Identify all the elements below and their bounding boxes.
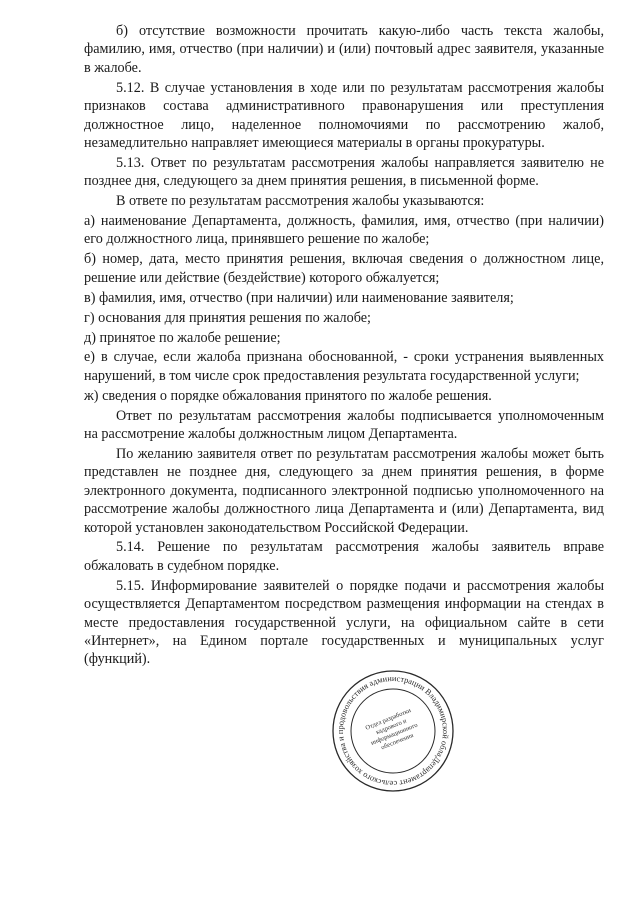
stamp-center-text: Отдел разработки кадрового и информационного обеспечения <box>364 707 419 752</box>
paragraph-answer-contents: В ответе по результатам рассмотрения жалобы указываются: <box>116 193 485 210</box>
paragraph-electronic-answer: По желанию заявителя ответ по результатам рассмотрения жалобы может быть представлен не позднее дня, следующего за днем принятия решения, в форме электронного документа, подписанного электронной подписью уполномоченного на рассмотрение жалобы должностного лица Департамента и (или) Департамента, вид которой установлен законодательством Российской Федерации. <box>84 445 604 536</box>
list-item-v: в) фамилия, имя, отчество (при наличии) или наименование заявителя; <box>84 289 514 306</box>
list-item-a: а) наименование Департамента, должность, фамилия, имя, отчество (при наличии) его должностного лица, принявшего решение по жалобе; <box>84 213 604 248</box>
paragraph-signature: Ответ по результатам рассмотрения жалобы подписывается уполномоченным на рассмотрение жалобы должностным лицом Департамента. <box>84 407 604 443</box>
paragraph-5-14: 5.14. Решение по результатам рассмотрения жалобы заявитель вправе обжаловать в судебном порядке. <box>84 539 604 574</box>
stamp-ring-text: Департамент сельского хозяйства и продовольствия администрации Владимирской области <box>335 673 451 789</box>
list-item-g: г) основания для принятия решения по жалобе; <box>84 309 371 326</box>
paragraph-b-unreadable: б) отсутствие возможности прочитать какую-либо часть текста жалобы, фамилию, имя, отчество (при наличии) и (или) почтовый адрес заявителя, указанные в жалобе. <box>84 23 604 76</box>
paragraph-5-15: 5.15. Информирование заявителей о порядке подачи и рассмотрения жалобы осуществляется Департаментом посредством размещения информации на стендах в месте предоставления государственной услуги, на официальном сайте в сети «Интернет», на Едином портале государственных и муниципальных услуг (функций). <box>84 577 604 668</box>
list-item-d: д) принятое по жалобе решение; <box>84 329 281 346</box>
paragraph-5-12: 5.12. В случае установления в ходе или по результатам рассмотрения жалобы признаков состава административного правонарушения или преступления должностное лицо, наделенное полномочиями по рассмотрению жалоб, незамедлительно направляет имеющиеся материалы в органы прокуратуры. <box>84 79 604 151</box>
official-stamp <box>330 668 456 794</box>
list-item-b: б) номер, дата, место принятия решения, включая сведения о должностном лице, решение или действие (бездействие) которого обжалуется; <box>84 251 604 286</box>
paragraph-5-13: 5.13. Ответ по результатам рассмотрения жалобы направляется заявителю не позднее дня, следующего за днем принятия решения, в письменной форме. <box>84 154 604 190</box>
list-item-e: е) в случае, если жалоба признана обоснованной, - сроки устранения выявленных нарушений, в том числе срок предоставления результата государственной услуги; <box>84 349 604 384</box>
document-body <box>84 22 604 670</box>
list-item-zh: ж) сведения о порядке обжалования принятого по жалобе решения. <box>84 387 492 404</box>
